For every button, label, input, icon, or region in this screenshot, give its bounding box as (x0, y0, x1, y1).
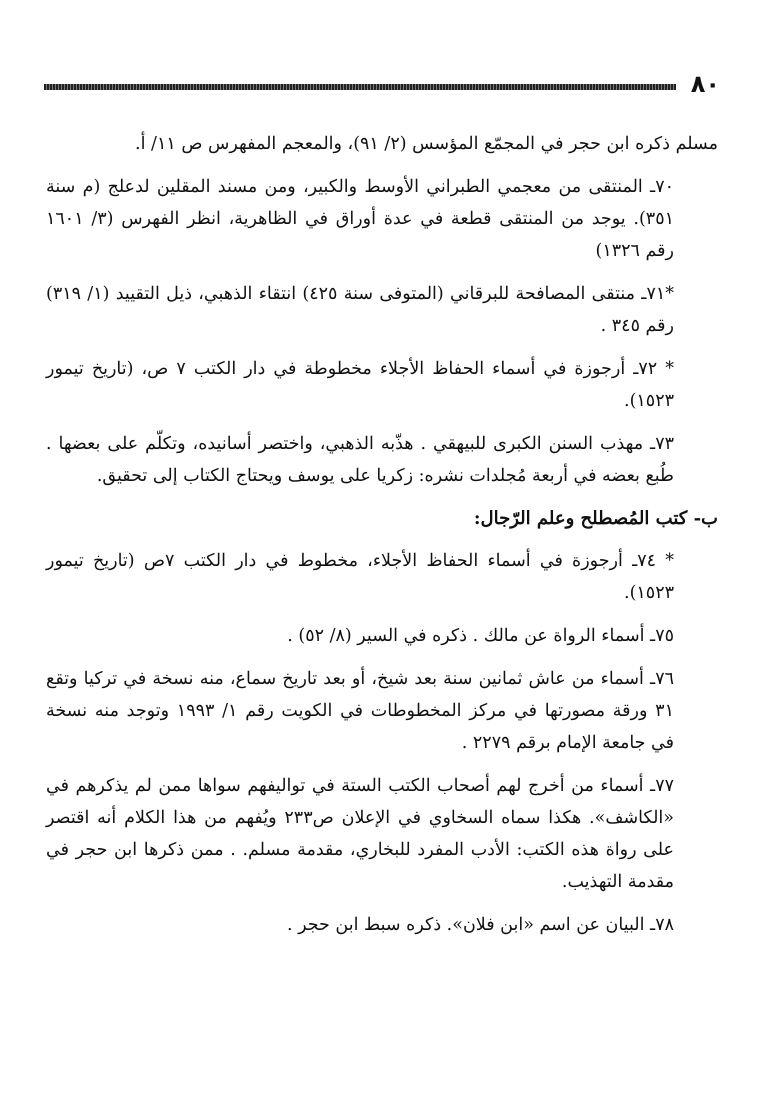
body-text (46, 128, 718, 952)
entry-70: ٧٠ـ المنتقى من معجمي الطبراني الأوسط والكبير، ومن مسند المقلين لدعلج (م سنة ٣٥١). يوجد من المنتقى قطعة في عدة أوراق في الظاهرية، انظر الفهرس (٣/ ١٦٠١ رقم ١٣٢٦) (46, 177, 674, 261)
page-header (44, 70, 720, 98)
entry-75: ٧٥ـ أسماء الرواة عن مالك . ذكره في السير (٨/ ٥٢) . (287, 626, 674, 646)
entry-71: *٧١ـ منتقى المصافحة للبرقاني (المتوفى سنة ٤٢٥) انتقاء الذهبي، ذيل التقييد (١/ ٣١٩) رقم ٣٤٥ . (46, 284, 674, 336)
entry-73: ٧٣ـ مهذب السنن الكبرى للبيهقي . هذّبه الذهبي، واختصر أسانيده، وتكلّم على بعضها . طُبع بعضه في أربعة مُجلدات نشره: زكريا على يوسف ويحتاج الكتاب إلى تحقيق. (46, 434, 674, 486)
header-rule (44, 84, 676, 90)
entry-76: ٧٦ـ أسماء من عاش ثمانين سنة بعد شيخ، أو بعد تاريخ سماع، منه نسخة في تركيا وتقع ٣١ ورقة مصورتها في مركز المخطوطات في الكويت رقم ١/ ١٩٩٣ وتوجد منه نسخة في جامعة الإمام برقم ٢٢٧٩ . (46, 669, 674, 753)
entry-78: ٧٨ـ البيان عن اسم «ابن فلان». ذكره سبط ابن حجر . (286, 915, 674, 935)
page-number: ٨٠ (690, 70, 720, 98)
section-heading: ب- كتب المُصطلح وعلم الرّجال: (473, 508, 718, 529)
entry-74: * ٧٤ـ أرجوزة في أسماء الحفاظ الأجلاء، مخطوط في دار الكتب ٧ص (تاريخ تيمور ١٥٢٣). (46, 551, 674, 603)
entry-77: ٧٧ـ أسماء من أخرج لهم أصحاب الكتب الستة في تواليفهم سواها ممن لم يذكرهم في «الكاشف». هكذا سماه السخاوي في الإعلان ص٢٣٣ ويُفهم من هذا الكلام أنه اقتصر على رواة هذه الكتب: الأدب المفرد للبخاري، مقدمة مسلم. . ممن ذكرها ابن حجر في مقدمة التهذيب. (46, 776, 674, 892)
paragraph-continuation: مسلم ذكره ابن حجر في المجمّع المؤسس (٢/ ٩١)، والمعجم المفهرس ص ١١/ أ. (135, 134, 718, 154)
entry-72: * ٧٢ـ أرجوزة في أسماء الحفاظ الأجلاء مخطوطة في دار الكتب ٧ ص، (تاريخ تيمور ١٥٢٣). (46, 359, 674, 411)
